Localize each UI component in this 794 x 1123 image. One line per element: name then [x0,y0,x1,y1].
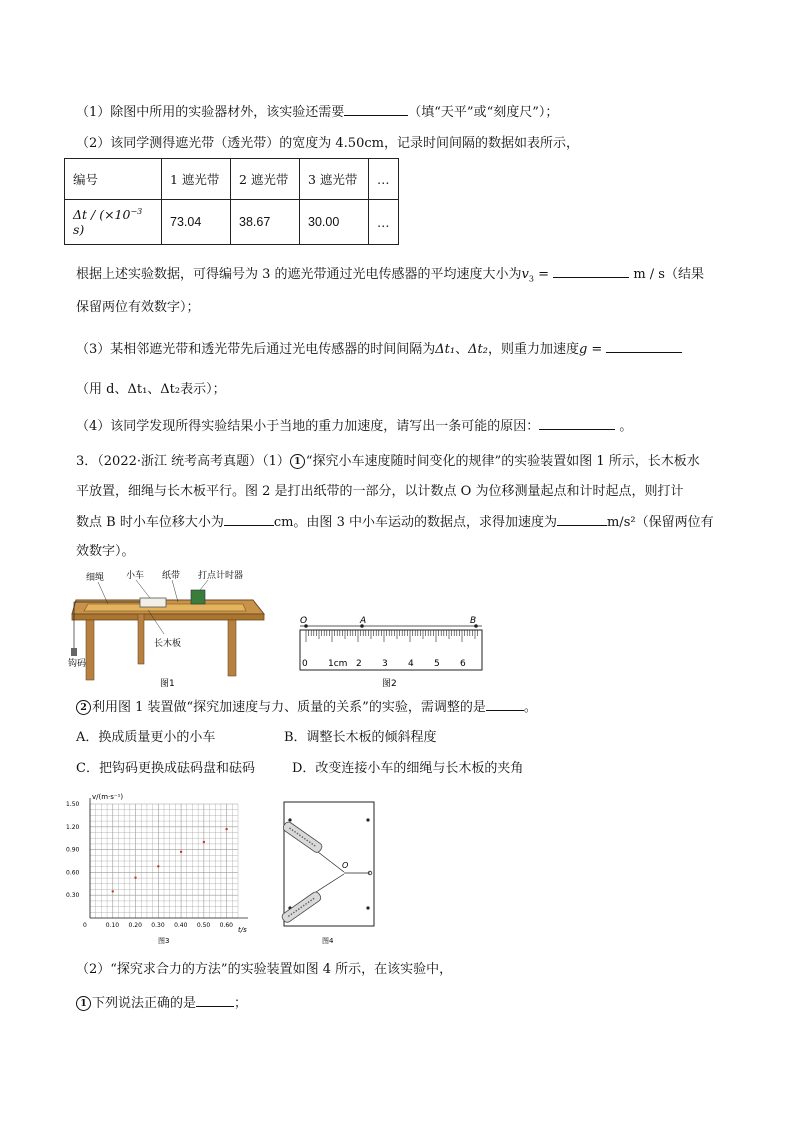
table-leg [138,614,144,664]
q2-part2b-text: 根据上述实验数据，可得编号为 3 的遮光带通过光电传感器的平均速度大小为 [76,267,522,282]
ruler-tick-label: 3 [382,659,388,669]
q2-part4-text: （4）该同学发现所得实验结果小于当地的重力加速度，请写出一条可能的原因： [76,419,540,434]
figure-3-vt-chart [66,790,256,946]
timer [191,590,205,604]
q2-part3-post: ，则重力加速度 [487,342,579,357]
pin [288,818,291,821]
option-c[interactable]: C．把钩码更换成砝码盘和砝码 [76,761,255,776]
table-header-cell: 1 遮光带 [162,159,231,200]
fig2-caption: 图2 [382,679,397,689]
q3-line2: 平放置，细绳与长木板平行。图 2 是打出纸带的一部分，以计数点 O 为位移测量起点和计时起点，则打计 [76,484,684,499]
q2-part2b: 根据上述实验数据，可得编号为 3 的遮光带通过光电传感器的平均速度大小为$v_3 = m / s$（结果 [76,267,704,284]
y-tick-label: 0.30 [66,892,80,900]
ruler-tick-label: 4 [408,659,414,669]
q2-part3b: （用 d、Δt₁、Δt₂表示）； [76,382,226,397]
x-tick-label: 0.30 [151,922,165,929]
ruler-tick-label: 5 [434,659,440,669]
spring-scale-upper [282,820,324,853]
hook-weight [71,648,77,656]
q3-part2: （2）“探究求合力的方法”的实验装置如图 4 所示，在该实验中， [76,962,453,977]
q3-part2-end: ； [234,996,248,1011]
y-tick-label: 1.20 [66,823,80,831]
table-header-cell: 编号 [65,159,162,200]
x-tick-label: 0 [83,922,87,929]
data-point [203,841,205,843]
table-cell: … [369,200,399,245]
cart [140,598,166,607]
q2-part2c: 保留两位有效数字）； [76,300,200,315]
table-edge [72,614,264,620]
chart-caption: 图3 [158,937,170,945]
q2-part3: （3）某相邻遮光带和透光带先后通过光电传感器的时间间隔为Δt₁、Δt₂，则重力加速度g = [76,340,682,359]
table-leg [228,620,236,676]
var-dt2: Δt₂ [468,342,488,357]
q3-line4: 效数字）。 [76,544,135,559]
data-point [225,828,227,830]
spring-scale-lower [281,890,323,923]
var-g: g = [578,342,603,357]
pin [366,906,369,909]
table-cell: 73.04 [162,200,231,245]
table-cell: 38.67 [231,200,300,245]
var-v: v [521,267,529,282]
y-tick-label: 1.50 [66,801,80,808]
q3-sub2-end: 。 [523,700,537,715]
ruler-tick-label: 0 [302,659,308,669]
q3-line3 [76,513,714,532]
data-point [134,877,136,879]
table-header-cell: … [369,159,399,200]
circled-number: 1 [76,996,91,1011]
fig1-caption: 图1 [160,679,175,689]
figure-2-ruler [292,612,488,690]
x-tick-label: 0.40 [174,922,188,929]
x-tick-label: 0.60 [219,922,233,929]
q3-line3-pre: 数点 B 时小车位移大小为 [76,515,224,530]
q3-part2-q [76,994,247,1013]
table-leg [86,620,94,680]
table-row-label [65,200,162,245]
chart-xlabel: t/s [238,926,247,934]
data-point [112,890,114,892]
ruler-tick-label: 6 [460,659,466,669]
fig1-label: 打点计时器 [198,571,244,581]
figure-1-apparatus [68,568,266,692]
option-a[interactable]: A．换成质量更小的小车 [76,730,216,745]
data-point [180,851,182,853]
q3-line1 [76,453,700,471]
ruler-tick-label: 2 [356,659,362,669]
q2-part3-text: （3）某相邻遮光带和透光带先后通过光电传感器的时间间隔为 [76,342,436,357]
x-tick-label: 0.10 [105,922,120,929]
answer-blank[interactable] [196,994,234,1007]
x-tick-label: 0.50 [196,922,211,929]
q2-part2b-unit: m / s（结果 [633,267,704,282]
ruler-tick-label: 1cm [328,659,348,669]
answer-blank[interactable] [606,340,682,353]
q2-part1-prefix: （1）除图中所用的实验器材外，该实验还需要 [76,105,345,120]
q2-part1-suffix: （填“天平”或“刻度尺”）； [408,105,559,120]
answer-blank[interactable] [344,103,408,116]
point-label-o: O [342,861,349,870]
q3-part2-q-text: 下列说法正确的是 [92,996,197,1011]
point-label-a: A [360,616,367,626]
option-d[interactable]: D．改变连接小车的细绳与长木板的夹角 [292,761,524,776]
options-row-2 [76,760,523,778]
var-v-sub: 3 [528,274,534,284]
answer-blank[interactable] [224,513,274,526]
y-tick-label: 0.60 [66,869,80,877]
data-point [157,865,159,867]
figure-4-spring-scales [278,798,382,948]
q3-line1-text: “探究小车速度随时间变化的规律”的实验装置如图 1 所示，长木板水 [305,454,700,469]
point-label-b: B [470,616,477,626]
q2-part2: （2）该同学测得遮光带（透光带）的宽度为 4.50cm，记录时间间隔的数据如表所示， [76,136,579,151]
q2-part4 [76,417,632,436]
answer-blank[interactable] [539,417,615,430]
circled-number: 1 [290,454,305,469]
table-header-cell: 2 遮光带 [231,159,300,200]
fig1-label: 细绳 [86,573,105,583]
q3-header: 3．（2022·浙江 统考高考真题）（1） [76,454,290,469]
circled-number: 2 [76,700,91,715]
q3-sub2 [76,698,537,717]
fig1-label: 纸带 [162,571,181,581]
q2-part4-end: 。 [619,419,633,434]
answer-blank[interactable] [486,698,524,711]
q3-line3-post: m/s²（保留两位有 [606,515,714,530]
chart-ylabel: v/(m·s⁻¹) [92,793,124,801]
fig1-label: 小车 [126,571,145,581]
table-row [65,200,399,245]
q2-part1 [76,103,558,122]
table-header-cell: 3 遮光带 [300,159,369,200]
q3-line3-mid: cm。由图 3 中小车运动的数据点，求得加速度为 [273,515,557,530]
pin [366,818,369,821]
fig1-label: 钩码 [68,659,87,669]
time-interval-table [64,158,399,245]
var-dt1: Δt₁ [435,342,456,357]
row-label-exp: −3 [130,206,143,216]
fig1-label: 长木板 [154,639,182,649]
options-row-1 [76,729,437,747]
y-tick-label: 0.90 [66,846,80,854]
fig4-caption: 图4 [322,937,334,945]
answer-blank[interactable] [553,265,629,278]
table-header-row [65,159,399,200]
point-label-o: O [300,616,308,626]
answer-blank[interactable] [557,513,607,526]
row-label-unit: s) [73,222,85,238]
option-b[interactable]: B．调整长木板的倾斜程度 [284,730,437,745]
x-tick-label: 0.20 [128,922,142,929]
row-label-base: Δt / (×10 [73,207,131,223]
q3-sub2-text: 利用图 1 装置做“探究加速度与力、质量的关系”的实验，需调整的是 [92,700,486,715]
table-cell: 30.00 [300,200,369,245]
